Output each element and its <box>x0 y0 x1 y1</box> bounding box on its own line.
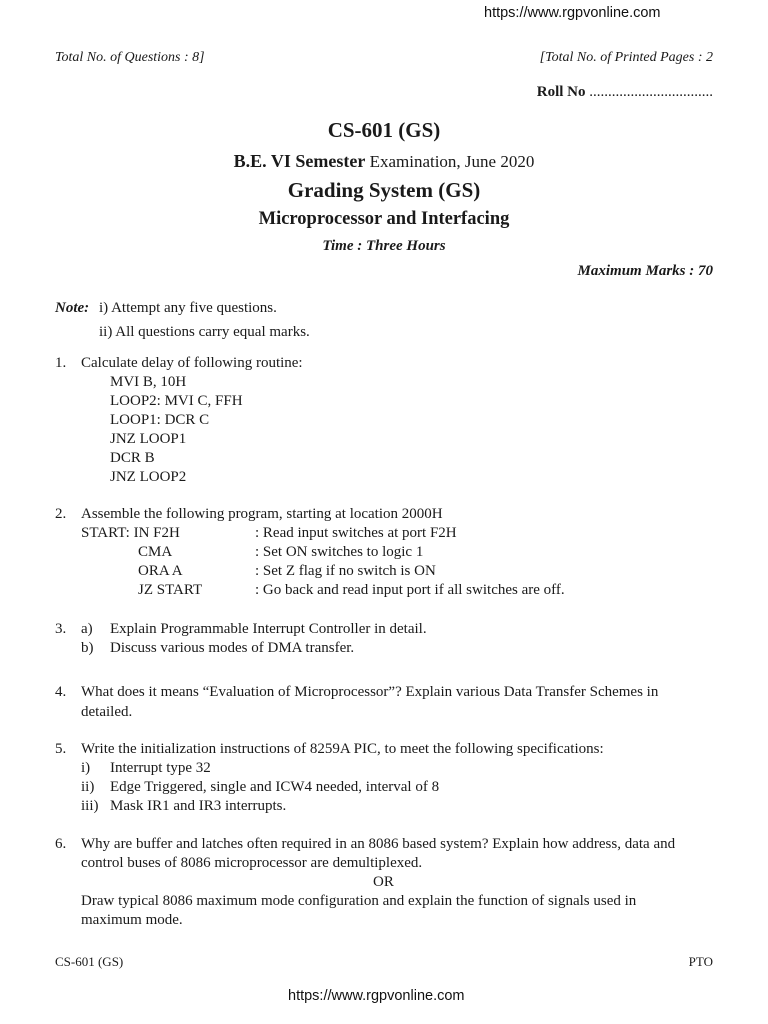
maximum-marks: Maximum Marks : 70 <box>577 263 713 279</box>
q2-text: Assemble the following program, starting at location 2000H <box>81 506 443 522</box>
q1-number: 1. <box>55 355 67 371</box>
printed-pages: [Total No. of Printed Pages : 2 <box>539 50 713 65</box>
q5-item-text: Mask IR1 and IR3 interrupts. <box>110 798 287 814</box>
q5-item-label: ii) <box>81 779 95 795</box>
q5-item-label: i) <box>81 760 91 776</box>
roll-blank: ................................. <box>589 84 713 100</box>
q2-instruction: JZ START <box>138 582 203 598</box>
total-questions: Total No. of Questions : 8] <box>55 50 205 65</box>
q2-instruction: CMA <box>138 544 173 560</box>
paper-code: CS-601 (GS) <box>327 118 441 142</box>
q2-comment: : Set ON switches to logic 1 <box>255 544 424 560</box>
q5-item-text: Interrupt type 32 <box>110 760 211 776</box>
note-item-2: ii) All questions carry equal marks. <box>99 324 310 340</box>
time-allowed: Time : Three Hours <box>322 238 446 254</box>
q6-line: control buses of 8086 microprocessor are demultiplexed. <box>81 855 423 871</box>
roll-number-field <box>537 84 713 101</box>
q6-line: maximum mode. <box>81 912 183 928</box>
q2-comment: : Read input switches at port F2H <box>255 525 457 541</box>
q5-item-label: iii) <box>81 798 99 814</box>
q3-part-b-label: b) <box>81 640 94 656</box>
q2-comment: : Set Z flag if no switch is ON <box>255 563 436 579</box>
note-label: Note: <box>55 300 90 316</box>
roll-label: Roll No <box>536 84 586 100</box>
q4-line: What does it means “Evaluation of Microprocessor”? Explain various Data Transfer Schemes in <box>81 684 659 700</box>
q5-number: 5. <box>55 741 67 757</box>
semester-bold: B.E. VI Semester <box>233 151 366 171</box>
q1-code-line: DCR B <box>110 450 155 466</box>
q6-line: Why are buffer and latches often required in an 8086 based system? Explain how address, data and <box>81 836 676 852</box>
q6-number: 6. <box>55 836 67 852</box>
q3-part-a-label: a) <box>81 621 93 637</box>
q1-code-line: JNZ LOOP1 <box>110 431 187 447</box>
q1-code-line: MVI B, 10H <box>110 374 187 390</box>
q3-part-a-text: Explain Programmable Interrupt Controller in detail. <box>110 621 427 637</box>
q1-code-line: LOOP1: DCR C <box>110 412 210 428</box>
q2-instruction: ORA A <box>138 563 183 579</box>
q2-number: 2. <box>55 506 67 522</box>
q3-part-b-text: Discuss various modes of DMA transfer. <box>110 640 355 656</box>
q2-instruction: START: IN F2H <box>81 525 180 541</box>
q1-code-line: JNZ LOOP2 <box>110 469 187 485</box>
note-item-1: i) Attempt any five questions. <box>99 300 277 316</box>
q5-item-text: Edge Triggered, single and ICW4 needed, interval of 8 <box>110 779 440 795</box>
q4-number: 4. <box>55 684 67 700</box>
q3-number: 3. <box>55 621 67 637</box>
q4-line: detailed. <box>81 704 133 720</box>
subject-title: Microprocessor and Interfacing <box>258 209 510 229</box>
q1-text: Calculate delay of following routine: <box>81 355 303 371</box>
q6-or: OR <box>373 874 394 890</box>
q1-code-line: LOOP2: MVI C, FFH <box>110 393 243 409</box>
footer-pto: PTO <box>688 954 713 969</box>
grading-system: Grading System (GS) <box>287 178 481 202</box>
q5-text: Write the initialization instructions of 8259A PIC, to meet the following specifications: <box>81 741 604 757</box>
footer-paper-code: CS-601 (GS) <box>55 954 124 969</box>
q2-comment: : Go back and read input port if all switches are off. <box>255 582 565 598</box>
semester-rest: Examination, June 2020 <box>365 152 535 171</box>
source-url-bottom[interactable]: https://www.rgpvonline.com <box>288 988 465 1004</box>
source-url-top[interactable]: https://www.rgpvonline.com <box>484 5 661 21</box>
q6-line: Draw typical 8086 maximum mode configuration and explain the function of signals used in <box>81 893 637 909</box>
semester-line <box>0 151 768 172</box>
